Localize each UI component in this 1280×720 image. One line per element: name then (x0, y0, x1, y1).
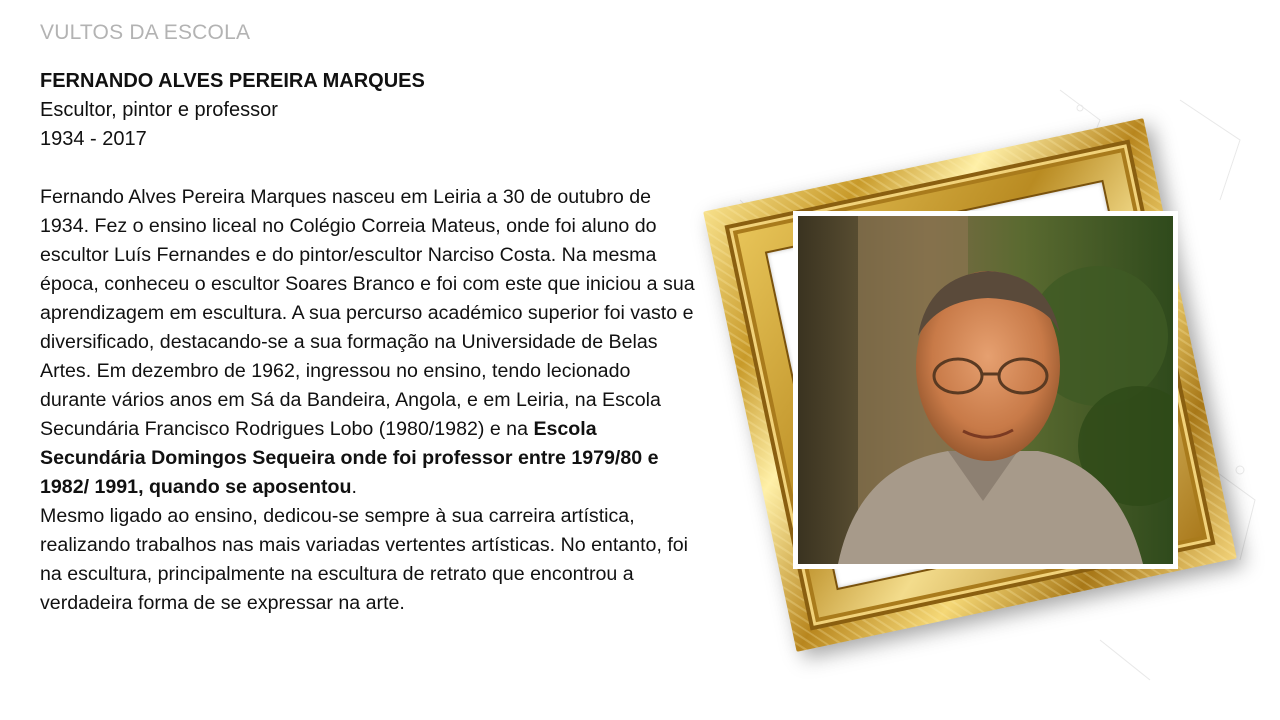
bio-text-end: . (351, 476, 357, 498)
bio-text: Fernando Alves Pereira Marques nasceu em Leiria a 30 de outubro de 1934. Fez o ensino liceal no Colégio Correia Mateus, onde foi aluno do escultor Luís Fernandes e do pintor/escultor Narciso Costa. Na mesma época, conheceu o escultor Soares Branco e foi com este que iniciou a sua aprendizagem em escultura. A sua percurso académico superior foi vasto e diversificado, destacando-se a sua formação na Universidade de Belas Artes. Em dezembro de 1962, ingressou no ensino, tendo lecionado durante vários anos em Sá da Bandeira, Angola, e em Leiria, na Escola Secundária Francisco Rodrigues Lobo (1980/1982) e na (40, 186, 695, 440)
bio-bold-text: Escola Secundária Domingos Sequeira onde foi professor entre 1979/80 e 1982/ 1991, quando se aposentou (40, 418, 659, 498)
biography (40, 183, 695, 618)
portrait-illustration (798, 216, 1173, 564)
bio-paragraph-1 (40, 183, 695, 502)
person-name: FERNANDO ALVES PEREIRA MARQUES (40, 70, 425, 92)
section-title: VULTOS DA ESCOLA (40, 21, 251, 44)
bio-paragraph-2: Mesmo ligado ao ensino, dedicou-se sempre à sua carreira artística, realizando trabalhos nas mais variadas vertentes artísticas. No entanto, foi na escultura, principalmente na escultura de retrato que encontrou a verdadeira forma de se expressar na arte. (40, 505, 689, 614)
person-years: 1934 - 2017 (40, 128, 147, 150)
person-role: Escultor, pintor e professor (40, 99, 278, 121)
portrait-photo (793, 211, 1178, 569)
